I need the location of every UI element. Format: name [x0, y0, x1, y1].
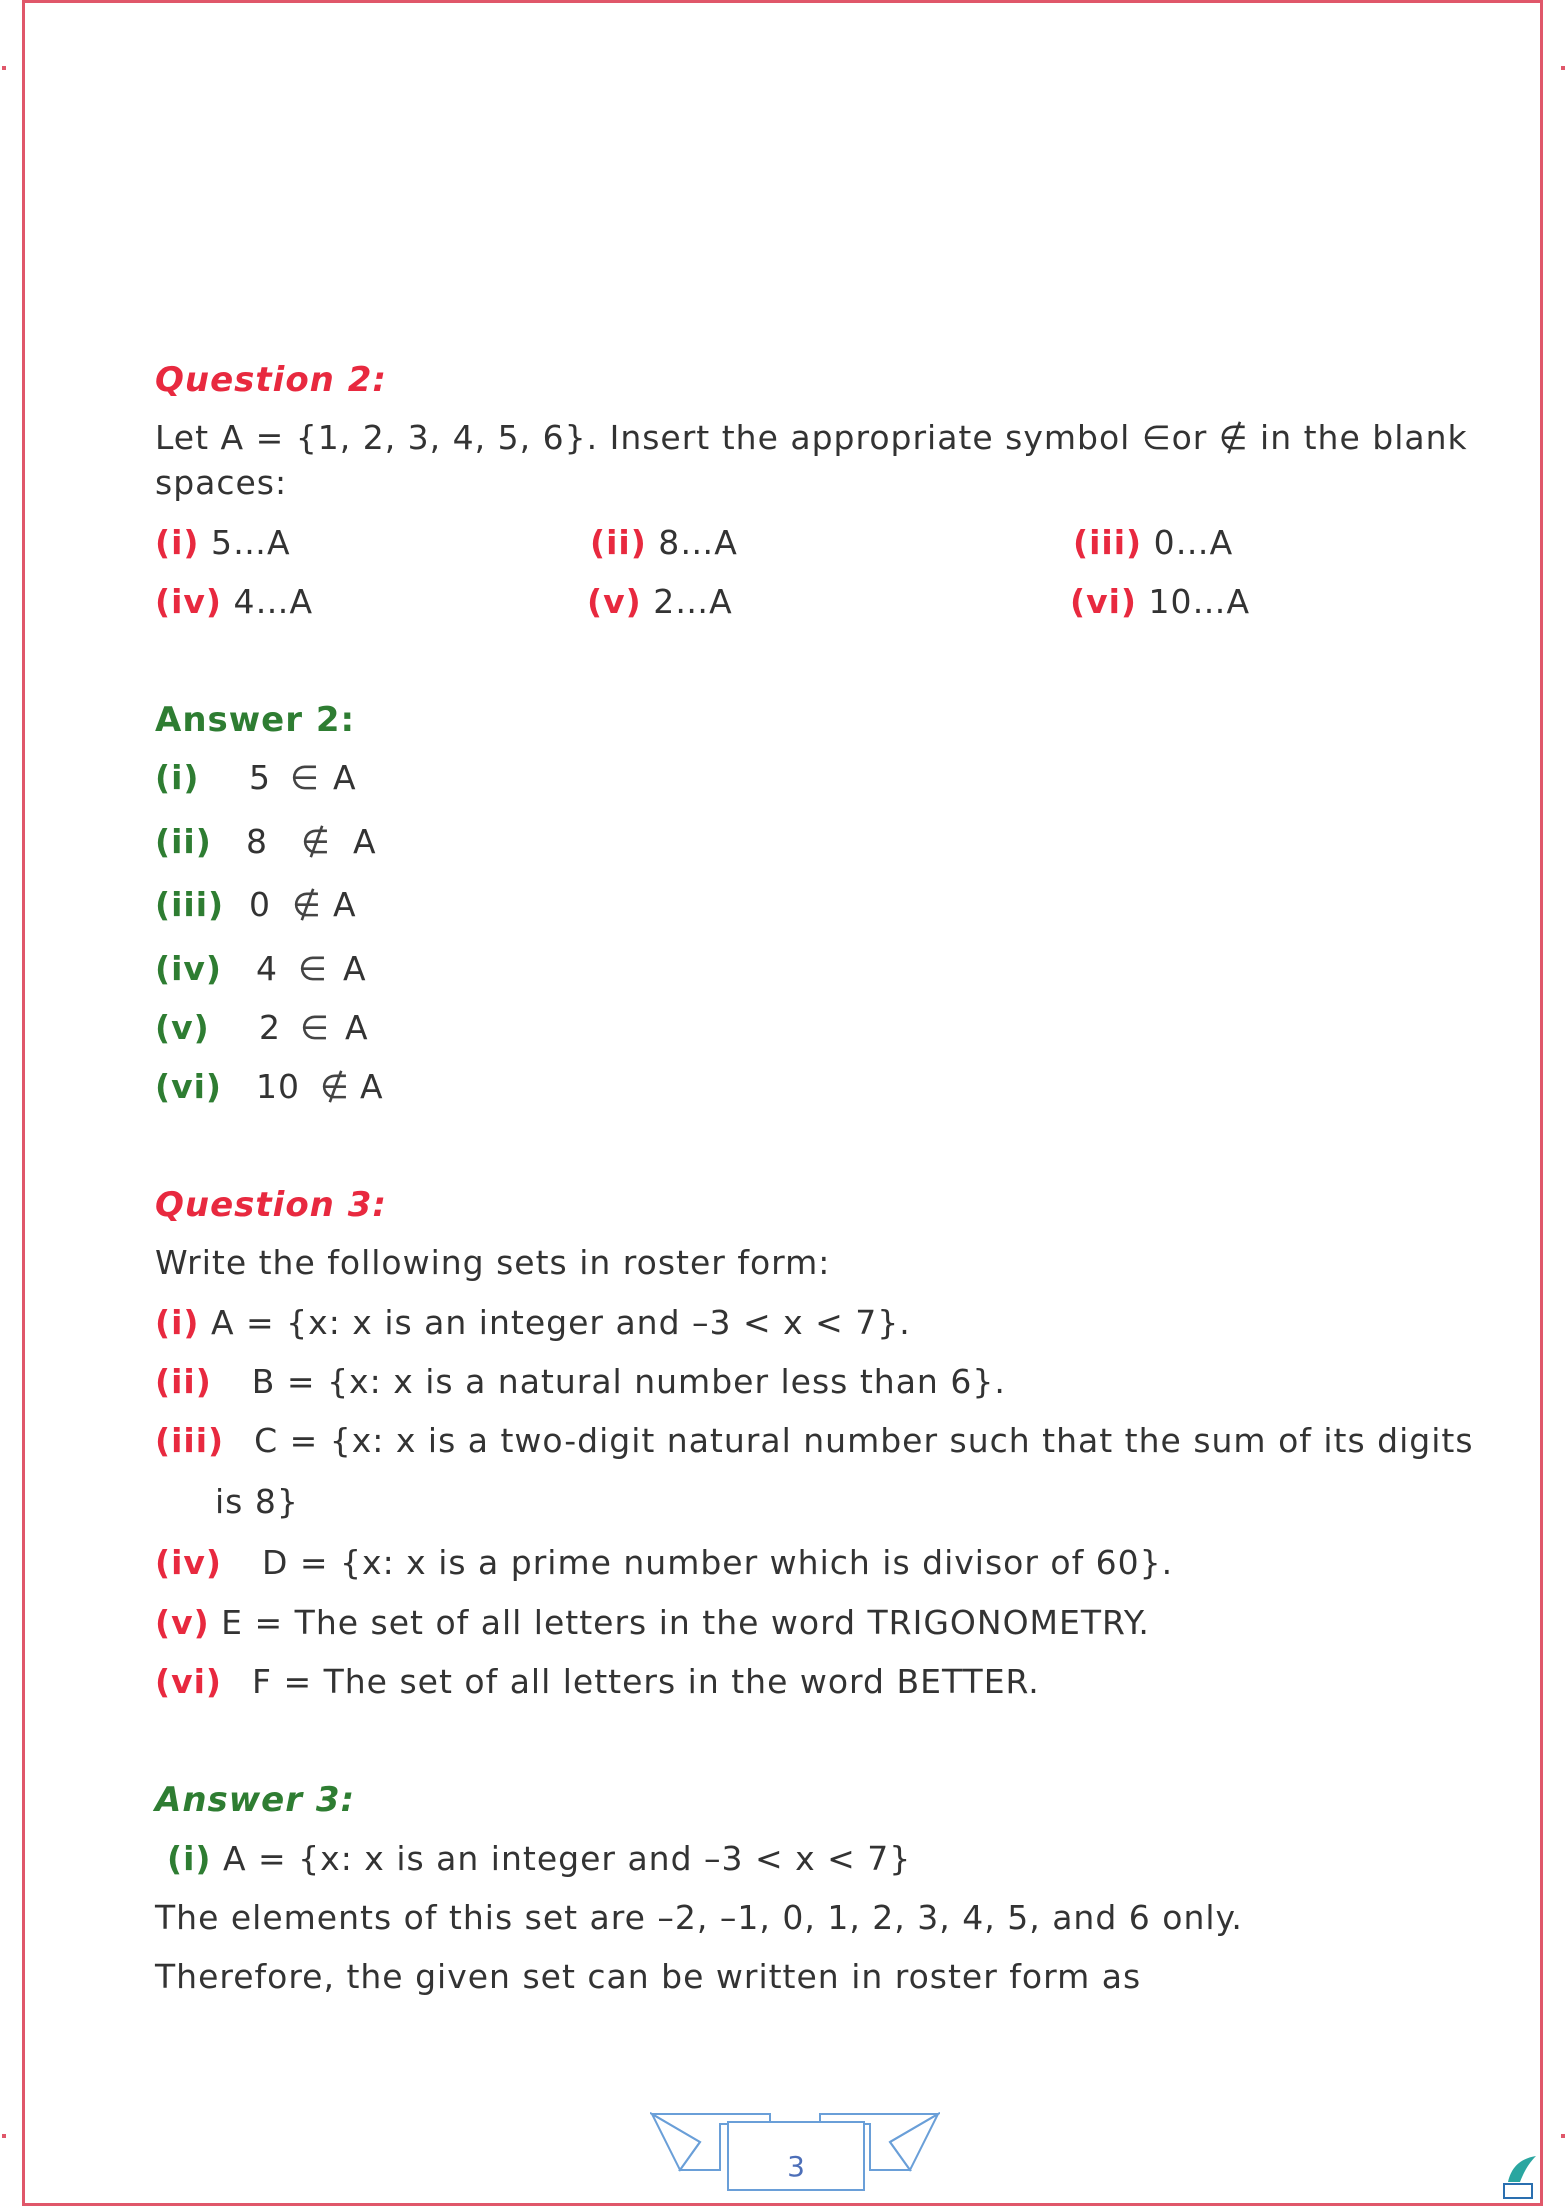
answer-3-heading: Answer 3: [155, 1780, 356, 1820]
question-2-prompt-cont: spaces: [155, 463, 288, 502]
q3-part-iii-cont: is 8} [215, 1482, 299, 1521]
q3-part-i: (i) A = {x: x is an integer and –3 < x < 7}. [155, 1303, 911, 1342]
question-2-prompt: Let A = {1, 2, 3, 4, 5, 6}. Insert the appropriate symbol ∈or ∉ in the blank [155, 418, 1468, 457]
q3-part-ii: (ii) B = {x: x is a natural number less than 6}. [155, 1362, 1006, 1401]
q2-part-i: (i) 5…A [155, 523, 291, 562]
a3-elements-line: The elements of this set are –2, –1, 0, 1, 2, 3, 4, 5, and 6 only. [155, 1898, 1243, 1937]
q3-part-v: (v) E = The set of all letters in the word TRIGONOMETRY. [155, 1603, 1150, 1642]
question-3-intro: Write the following sets in roster form: [155, 1243, 831, 1282]
answer-2-heading: Answer 2: [155, 700, 356, 740]
q2-part-vi: (vi) 10…A [1070, 582, 1251, 621]
q3-part-vi: (vi) F = The set of all letters in the word BETTER. [155, 1662, 1040, 1701]
edge-mark [2, 66, 6, 70]
q2-part-iv: (iv) 4…A [155, 582, 314, 621]
a3-roster-line: Therefore, the given set can be written in roster form as [155, 1957, 1142, 1996]
q2-part-v: (v) 2…A [587, 582, 733, 621]
q3-part-iii: (iii) C = {x: x is a two-digit natural number such that the sum of its digits [155, 1421, 1474, 1460]
q2-part-ii: (ii) 8…A [590, 523, 738, 562]
a3-part-i: (i) A = {x: x is an integer and –3 < x < 7} [167, 1839, 912, 1878]
edge-mark [1561, 66, 1565, 70]
publisher-logo-icon [1498, 2152, 1538, 2200]
q3-part-iv: (iv) D = {x: x is a prime number which is divisor of 60}. [155, 1543, 1174, 1582]
question-3-heading: Question 3: [155, 1185, 387, 1225]
question-2-heading: Question 2: [155, 360, 387, 400]
edge-mark [2, 2134, 6, 2138]
page-number: 3 [787, 2150, 805, 2183]
edge-mark [1561, 2134, 1565, 2138]
q2-part-iii: (iii) 0…A [1073, 523, 1234, 562]
